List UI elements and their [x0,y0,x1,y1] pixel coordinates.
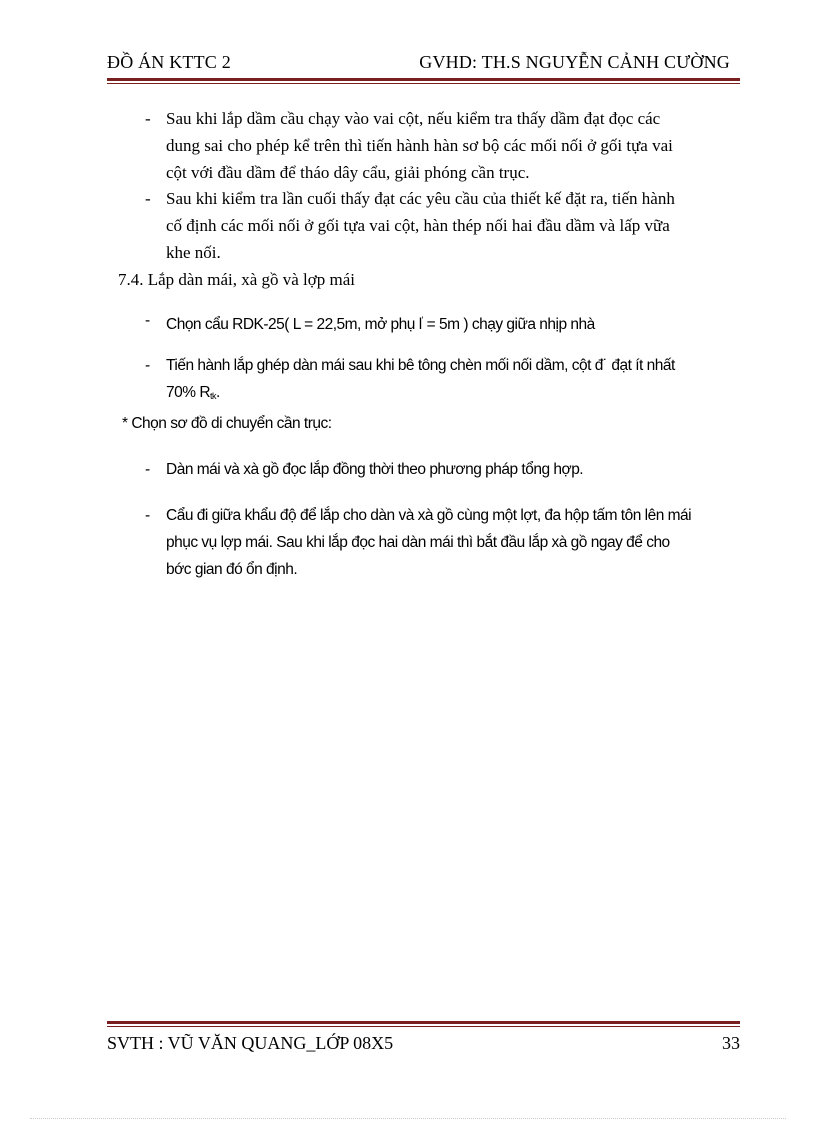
header-rule [107,78,740,84]
bullet-1-line-3: cột với đầu dầm để tháo dây cẩu, giải phóng cần trục. [166,163,530,182]
bullet-5-line-1: Dàn mái và xà gồ đọc lắp đồng thời theo phương pháp tổng hợp. [166,461,584,478]
section-heading: 7.4. Lắp dàn mái, xà gồ và lợp mái [118,270,356,289]
bullet-dash: - [145,461,150,478]
bullet-dash: - [145,189,151,208]
bullet-dash: - [145,109,151,128]
bullet-1-line-2: dung sai cho phép kể trên thì tiến hành hàn sơ bộ các mối nối ở gối tựa vai [166,136,673,155]
note-line: * Chọn sơ đồ di chuyển cần trục: [122,415,332,432]
bullet-1-line-1: Sau khi lắp dầm cầu chạy vào vai cột, nếu kiểm tra thấy dầm đạt đọc các [166,109,661,128]
page-edge-divider [30,1118,786,1119]
bullet-2-line-2: cố định các mối nối ở gối tựa vai cột, hàn thép nối hai đầu dầm và lấp vữa [166,216,670,235]
page-footer [107,1033,740,1057]
prime-mark: ' [421,315,423,325]
header-right: GVHD: TH.S NGUYỄN CẢNH CƯỜNG [419,52,730,72]
bullet-2-line-1: Sau khi kiểm tra lần cuối thấy đạt các yêu cầu của thiết kế đặt ra, tiến hành [166,189,675,208]
bullet-4-line-2: 70% R [166,384,211,401]
bullet-2-line-3: khe nối. [166,243,221,262]
bullet-4-line-2-end: . [216,384,220,401]
footer-rule [107,1021,740,1027]
bullet-6-line-1: Cẩu đi giữa khẩu độ để lắp cho dàn và xà gồ cùng một lợt, đa hộp tấm tôn lên mái [166,507,692,524]
bullet-dash: - [145,312,150,329]
header-left: ĐỒ ÁN KTTC 2 [107,52,231,72]
bullet-6-line-3: bớc gian đó ổn định. [166,561,298,578]
subscript-tk: tk [210,391,217,401]
bullet-3-text-a: Chọn cẩu RDK-25( L = 22,5m, mở phụ l [166,316,422,334]
page-header [107,52,730,76]
bullet-3-text-b: = 5m ) chạy giữa nhịp nhà [422,316,595,334]
bullet-dash: - [145,507,150,524]
bullet-6-line-2: phục vụ lợp mái. Sau khi lắp đọc hai dàn mái thì bắt đầu lắp xà gồ ngay để cho [166,534,670,551]
bullet-4-line-1: Tiến hành lắp ghép dàn mái sau khi bê tông chèn mối nối dầm, cột đ˙ đạt ít nhất [166,357,675,374]
bullet-dash: - [145,357,150,374]
footer-student: SVTH : VŨ VĂN QUANG_LỚP 08X5 [107,1033,394,1053]
page-number: 33 [722,1033,740,1053]
